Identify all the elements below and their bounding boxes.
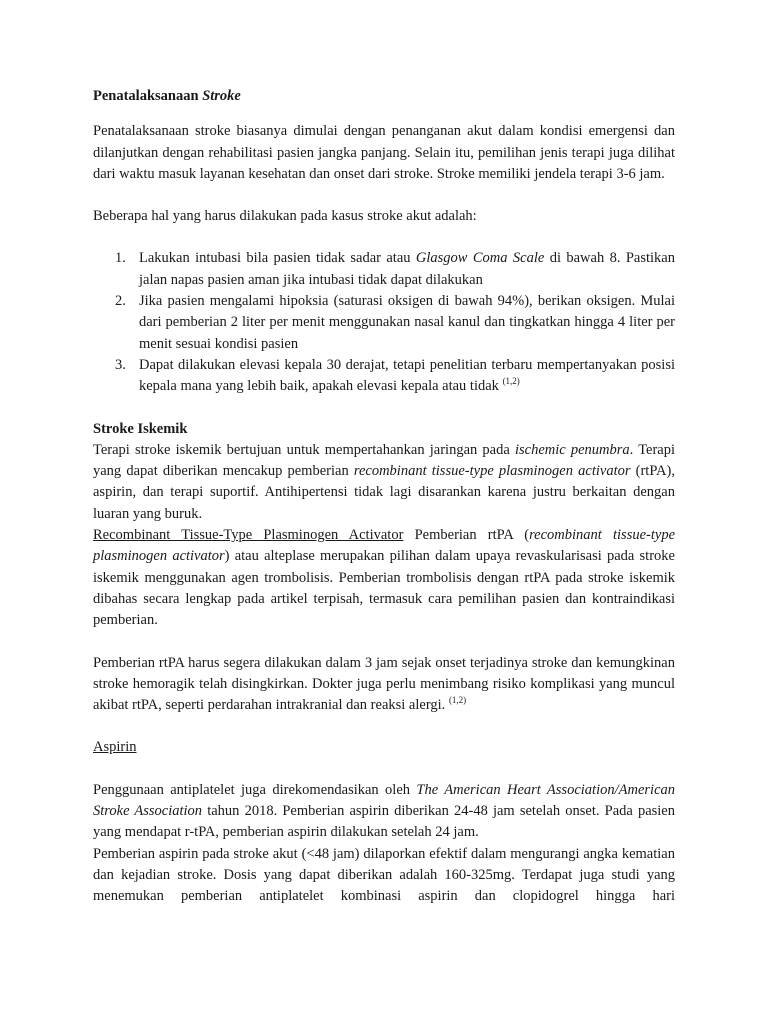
para-italic: recombinant tissue-type plasminogen activator xyxy=(93,527,676,565)
list-item xyxy=(93,248,675,291)
citation: (1,2) xyxy=(502,376,520,387)
para-text: Pemberian rtPA harus segera dilakukan dalam 3 jam sejak onset terjadinya stroke dan kemungkinan stroke hemoragik telah disingkirkan. Dokter juga perlu menimbang risiko komplikasi yang muncul akibat rtPA, seperti perdarahan intrakranial dan reaksi alergi. xyxy=(93,654,675,714)
list-text: Lakukan intubasi bila pasien tidak sadar atau xyxy=(139,250,416,267)
para-text: . Terapi yang dapat diberikan mencakup pemberian xyxy=(93,441,676,480)
para-text: Penggunaan antiplatelet juga direkomendasikan oleh xyxy=(93,781,417,798)
iskemik-paragraph-1 xyxy=(93,440,675,525)
list-item xyxy=(93,355,675,398)
iskemik-paragraph-3 xyxy=(93,653,675,717)
section-heading-penatalaksanaan xyxy=(93,86,675,107)
list-italic: Glasgow Coma Scale xyxy=(415,250,545,267)
para-italic: ischemic penumbra xyxy=(514,441,630,458)
para-text: tahun 2018. Pemberian aspirin diberikan 24-48 jam setelah onset. Pada pasien yang mendapat r-tPA, pemberian aspirin dilakukan setelah 24 jam. xyxy=(93,803,675,841)
para-text: Terapi stroke iskemik bertujuan untuk mempertahankan jaringan pada xyxy=(93,441,515,458)
intro-paragraph: Penatalaksanaan stroke biasanya dimulai dengan penanganan akut dalam kondisi emergensi dan dilanjutkan dengan rehabilitasi pasien jangka panjang. Selain itu, pemilihan jenis terapi juga dilihat dari waktu masuk layanan kesehatan dan onset dari stroke. Stroke memiliki jendela terapi 3-6 jam. xyxy=(93,123,675,182)
aspirin-paragraph-2: Pemberian aspirin pada stroke akut (<48 jam) dilaporkan efektif dalam mengurangi angka kematian dan kejadian stroke. Dosis yang dapat diberikan adalah 160-325mg. Terdapat juga studi yang menemukan pemberian antiplatelet kombinasi aspirin dan clopidogrel hingga hari xyxy=(93,845,675,905)
para-italic: The American Heart Association/American Stroke Association xyxy=(93,781,676,820)
list-number: 1. xyxy=(115,250,126,267)
citation: (1,2) xyxy=(448,695,467,706)
aspirin-paragraph-1 xyxy=(93,780,675,844)
acute-intro-paragraph: Beberapa hal yang harus dilakukan pada kasus stroke akut adalah: xyxy=(93,208,477,225)
rtpa-subheading-link[interactable]: Recombinant Tissue-Type Plasminogen Activator xyxy=(93,527,404,544)
section-heading-stroke-iskemik: Stroke Iskemik xyxy=(93,420,188,437)
list-text: Dapat dilakukan elevasi kepala 30 derajat, tetapi penelitian terbaru mempertanyakan posisi kepala mana yang lebih baik, apakah elevasi kepala atau tidak xyxy=(139,356,675,395)
aspirin-heading-text[interactable]: Aspirin xyxy=(93,739,137,756)
heading-text: Penatalaksanaan xyxy=(93,88,203,104)
list-number: 2. xyxy=(115,293,126,310)
section-heading-aspirin xyxy=(93,737,675,758)
document-content xyxy=(93,86,675,929)
heading-italic: Stroke xyxy=(202,88,241,104)
list-text: Jika pasien mengalami hipoksia (saturasi oksigen di bawah 94%), berikan oksigen. Mulai dari pemberian 2 liter per menit menggunakan nasal kanul dan tingkatkan hingga 4 liter per menit sesuai kondisi pasien xyxy=(139,293,675,352)
acute-steps-list xyxy=(93,248,675,397)
list-number: 3. xyxy=(115,356,126,373)
para-italic: recombinant tissue-type plasminogen activator xyxy=(353,463,631,480)
list-item xyxy=(93,291,675,355)
iskemik-paragraph-2 xyxy=(93,525,675,631)
para-text: Pemberian rtPA ( xyxy=(403,527,530,544)
list-text: di bawah 8. Pastikan jalan napas pasien aman jika intubasi tidak dapat dilakukan xyxy=(139,250,675,288)
para-text: (rtPA), aspirin, dan terapi suportif. Antihipertensi tidak lagi disarankan karena justru berkaitan dengan luaran yang buruk. xyxy=(93,463,675,522)
para-text: ) atau alteplase merupakan pilihan dalam upaya revaskularisasi pada stroke iskemik menggunakan agen trombolisis. Pemberian trombolisis dengan rtPA pada stroke iskemik dibahas secara lengkap pada artikel terpisah, termasuk cara pemilihan pasien dan kontraindikasi pemberian. xyxy=(93,548,675,629)
